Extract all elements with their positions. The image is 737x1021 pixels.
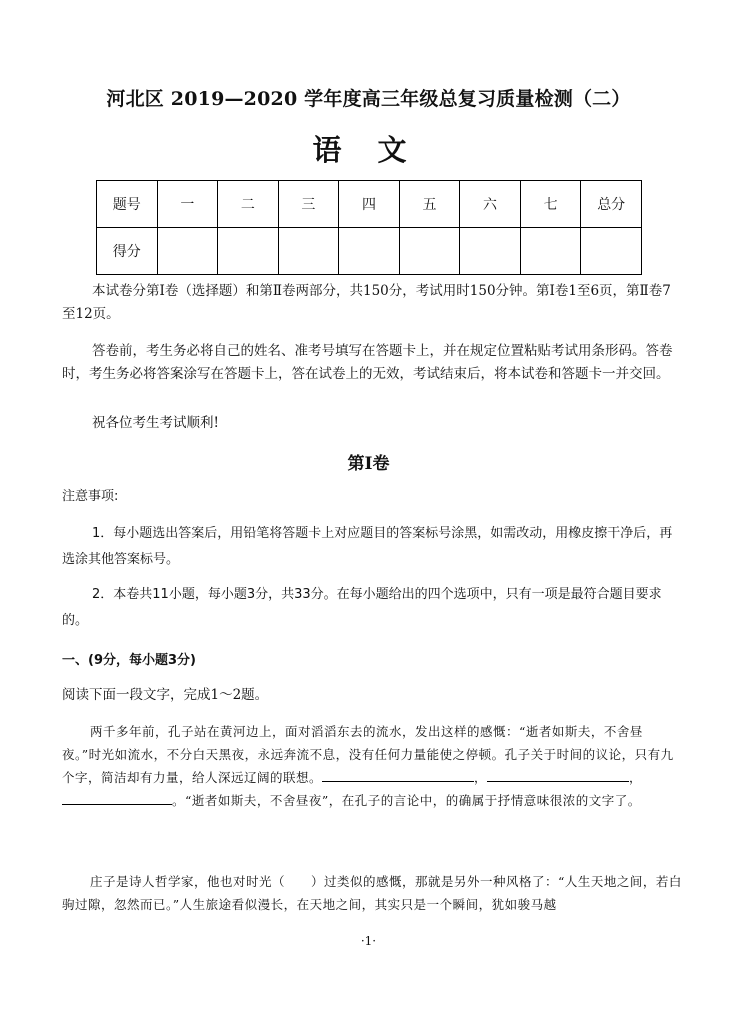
score-cell: 四 <box>339 181 400 228</box>
score-table <box>96 180 642 275</box>
score-cell: 五 <box>399 181 460 228</box>
score-blank-cell <box>399 228 460 275</box>
exam-title: 河北区 2019—2020 学年度高三年级总复习质量检测（二） <box>106 88 631 110</box>
passage-paragraph-2: 庄子是诗人哲学家，他也对时光（ ）过类似的感慨，那就是另外一种风格了：“人生天地之间，若白驹过隙，忽然而已。”人生旅途看似漫长，在天地之间，其实只是一个瞬间，犹如骏马越 <box>62 874 682 912</box>
score-blank-cell <box>581 228 642 275</box>
intro-paragraph-3: 祝各位考生考试顺利! <box>92 415 219 431</box>
score-blank-cell <box>339 228 400 275</box>
note-1: 1．每小题选出答案后，用铅笔将答题卡上对应题目的答案标号涂黑，如需改动，用橡皮擦干净后，再选涂其他答案标号。 <box>62 526 673 567</box>
part-one-heading: 第Ⅰ卷 <box>347 454 390 474</box>
passage-text: 两千多年前，孔子站在黄河边上，面对滔滔东去的流水，发出这样的感慨：“逝者如斯夫，不舍昼夜。”时光如流水，不分白天黑夜，永远奔流不息，没有任何力量能使之停顿。孔子关于时间的议论，只有九个字，简洁却有力量，给人深远辽阔的联想。 <box>62 724 674 785</box>
passage-paragraph-1 <box>62 720 682 812</box>
reading-instruction: 阅读下面一段文字，完成1～2题。 <box>62 687 269 703</box>
score-blank-cell <box>218 228 279 275</box>
score-cell: 总分 <box>581 181 642 228</box>
score-blank-cell <box>278 228 339 275</box>
blank-separator: ， <box>629 770 643 785</box>
answer-blank-3 <box>62 790 172 805</box>
blank-separator: ， <box>474 770 488 785</box>
answer-blank-1 <box>322 767 474 782</box>
score-cell: 三 <box>278 181 339 228</box>
section-one-heading: 一、(9分，每小题3分) <box>62 653 196 668</box>
score-table-score-row <box>97 228 642 275</box>
score-table-header-row <box>97 181 642 228</box>
subject-title: 语文 <box>312 133 443 167</box>
score-cell: 一 <box>157 181 218 228</box>
intro-paragraph-1: 本试卷分第Ⅰ卷（选择题）和第Ⅱ卷两部分，共150分，考试用时150分钟。第Ⅰ卷1至6页，第Ⅱ卷7至12页。 <box>62 283 671 322</box>
score-blank-cell <box>157 228 218 275</box>
score-blank-cell <box>520 228 581 275</box>
score-cell: 六 <box>460 181 521 228</box>
notes-title: 注意事项: <box>62 489 119 504</box>
note-2: 2．本卷共11小题，每小题3分，共33分。在每小题给出的四个选项中，只有一项是最符合题目要求的。 <box>62 587 662 628</box>
page-number: ·1· <box>360 934 377 948</box>
score-blank-cell <box>460 228 521 275</box>
answer-blank-2 <box>487 767 629 782</box>
score-cell: 二 <box>218 181 279 228</box>
score-row-label: 得分 <box>97 228 158 275</box>
score-cell: 七 <box>520 181 581 228</box>
intro-paragraph-2: 答卷前，考生务必将自己的姓名、准考号填写在答题卡上，并在规定位置粘贴考试用条形码。答卷时，考生务必将答案涂写在答题卡上，答在试卷上的无效，考试结束后，将本试卷和答题卡一并交回。 <box>62 343 673 382</box>
score-cell: 题号 <box>97 181 158 228</box>
passage-text: 。“逝者如斯夫，不舍昼夜”，在孔子的言论中，的确属于抒情意味很浓的文字了。 <box>172 793 641 808</box>
